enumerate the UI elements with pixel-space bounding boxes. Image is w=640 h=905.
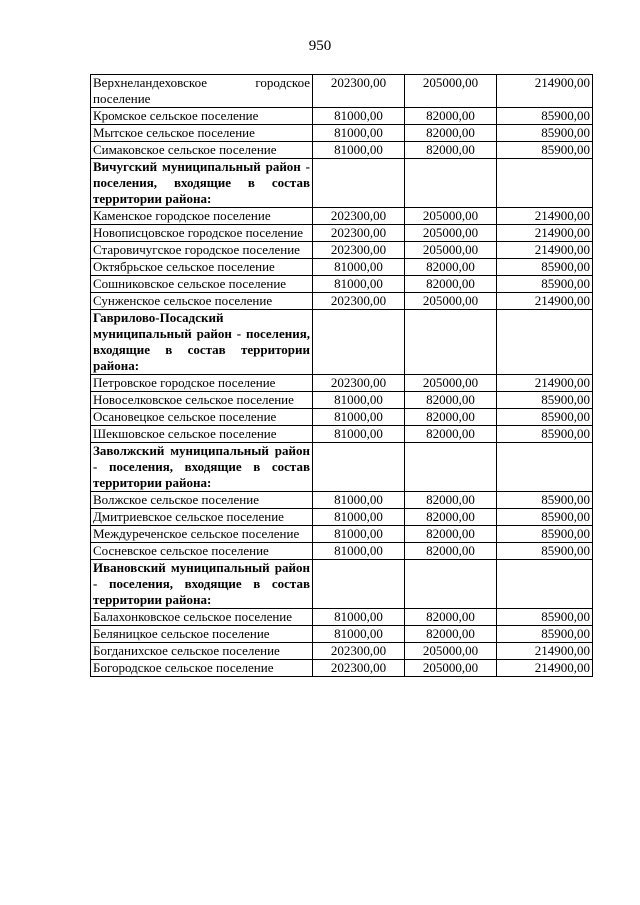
amount-3: 85900,00: [497, 276, 593, 293]
empty-cell: [313, 560, 405, 609]
settlement-name: Сунженское сельское поселение: [91, 293, 313, 310]
amount-2: 82000,00: [405, 609, 497, 626]
amount-2: 82000,00: [405, 276, 497, 293]
settlement-name: Осановецкое сельское поселение: [91, 409, 313, 426]
amount-2: 82000,00: [405, 426, 497, 443]
empty-cell: [497, 310, 593, 375]
empty-cell: [405, 310, 497, 375]
amount-1: 81000,00: [313, 259, 405, 276]
amount-1: 202300,00: [313, 225, 405, 242]
amount-2: 82000,00: [405, 526, 497, 543]
amount-1: 202300,00: [313, 208, 405, 225]
amount-1: 81000,00: [313, 626, 405, 643]
table-row: [91, 643, 593, 660]
table-row: [91, 626, 593, 643]
amount-3: 85900,00: [497, 409, 593, 426]
amount-2: 82000,00: [405, 108, 497, 125]
table-row: [91, 509, 593, 526]
empty-cell: [405, 159, 497, 208]
table-row: [91, 609, 593, 626]
table-row: [91, 392, 593, 409]
district-group-name: Заволжский муниципальный район - поселения, входящие в состав территории района:: [91, 443, 313, 492]
amount-2: 82000,00: [405, 543, 497, 560]
settlement-name: Дмитриевское сельское поселение: [91, 509, 313, 526]
table-row: [91, 375, 593, 392]
amount-1: 81000,00: [313, 609, 405, 626]
table-row: [91, 426, 593, 443]
amount-1: 81000,00: [313, 125, 405, 142]
empty-cell: [405, 560, 497, 609]
amount-3: 214900,00: [497, 293, 593, 310]
settlement-name: Богородское сельское поселение: [91, 660, 313, 677]
amount-1: 202300,00: [313, 75, 405, 108]
settlement-name: Беляницкое сельское поселение: [91, 626, 313, 643]
amount-1: 81000,00: [313, 409, 405, 426]
settlement-name: Волжское сельское поселение: [91, 492, 313, 509]
budget-table: [90, 74, 593, 677]
table-row: [91, 225, 593, 242]
amount-2: 82000,00: [405, 259, 497, 276]
table-row: [91, 259, 593, 276]
amount-3: 85900,00: [497, 609, 593, 626]
table-row: [91, 108, 593, 125]
settlement-name: Богданихское сельское поселение: [91, 643, 313, 660]
amount-2: 205000,00: [405, 242, 497, 259]
amount-3: 85900,00: [497, 142, 593, 159]
amount-3: 214900,00: [497, 375, 593, 392]
table-row: [91, 660, 593, 677]
table-row: [91, 492, 593, 509]
amount-3: 85900,00: [497, 509, 593, 526]
amount-3: 85900,00: [497, 125, 593, 142]
district-group-row: [91, 159, 593, 208]
empty-cell: [313, 443, 405, 492]
settlement-name: Петровское городское поселение: [91, 375, 313, 392]
district-group-name: Гаврилово-Посадский муниципальный район - поселения, входящие в состав территории района:: [91, 310, 313, 375]
empty-cell: [405, 443, 497, 492]
settlement-name: Верхнеландеховское городское поселение: [91, 75, 313, 108]
amount-3: 85900,00: [497, 492, 593, 509]
table-row: [91, 526, 593, 543]
district-group-row: [91, 443, 593, 492]
table-body: [91, 75, 593, 677]
amount-2: 205000,00: [405, 75, 497, 108]
district-group-name: Ивановский муниципальный район - поселения, входящие в состав территории района:: [91, 560, 313, 609]
empty-cell: [497, 443, 593, 492]
amount-1: 81000,00: [313, 142, 405, 159]
amount-3: 214900,00: [497, 643, 593, 660]
district-group-name: Вичугский муниципальный район - поселения, входящие в состав территории района:: [91, 159, 313, 208]
amount-1: 81000,00: [313, 426, 405, 443]
settlement-name: Кромское сельское поселение: [91, 108, 313, 125]
amount-2: 82000,00: [405, 509, 497, 526]
district-group-row: [91, 310, 593, 375]
amount-3: 85900,00: [497, 543, 593, 560]
amount-3: 214900,00: [497, 242, 593, 259]
amount-1: 202300,00: [313, 660, 405, 677]
table-row: [91, 276, 593, 293]
empty-cell: [497, 159, 593, 208]
page-number: 950: [308, 38, 332, 54]
amount-1: 81000,00: [313, 276, 405, 293]
settlement-name: Мытское сельское поселение: [91, 125, 313, 142]
settlement-name: Междуреченское сельское поселение: [91, 526, 313, 543]
amount-3: 214900,00: [497, 208, 593, 225]
table-row: [91, 543, 593, 560]
amount-3: 85900,00: [497, 626, 593, 643]
table-row: [91, 125, 593, 142]
settlement-name: Октябрьское сельское поселение: [91, 259, 313, 276]
empty-cell: [497, 560, 593, 609]
settlement-name: Новоселковское сельское поселение: [91, 392, 313, 409]
table-row: [91, 208, 593, 225]
settlement-name: Новописцовское городское поселение: [91, 225, 313, 242]
amount-1: 81000,00: [313, 526, 405, 543]
table-row: [91, 293, 593, 310]
empty-cell: [313, 310, 405, 375]
amount-1: 202300,00: [313, 643, 405, 660]
amount-3: 214900,00: [497, 75, 593, 108]
amount-2: 82000,00: [405, 125, 497, 142]
amount-3: 85900,00: [497, 426, 593, 443]
amount-3: 85900,00: [497, 108, 593, 125]
settlement-name: Шекшовское сельское поселение: [91, 426, 313, 443]
amount-3: 214900,00: [497, 660, 593, 677]
amount-1: 202300,00: [313, 375, 405, 392]
amount-3: 85900,00: [497, 392, 593, 409]
amount-1: 202300,00: [313, 242, 405, 259]
settlement-name: Симаковское сельское поселение: [91, 142, 313, 159]
amount-1: 81000,00: [313, 392, 405, 409]
table-row: [91, 75, 593, 108]
amount-3: 214900,00: [497, 225, 593, 242]
amount-2: 205000,00: [405, 293, 497, 310]
amount-2: 82000,00: [405, 492, 497, 509]
amount-2: 82000,00: [405, 392, 497, 409]
settlement-name: Старовичугское городское поселение: [91, 242, 313, 259]
amount-1: 81000,00: [313, 509, 405, 526]
amount-1: 81000,00: [313, 492, 405, 509]
amount-2: 82000,00: [405, 626, 497, 643]
amount-1: 81000,00: [313, 108, 405, 125]
amount-1: 202300,00: [313, 293, 405, 310]
amount-2: 205000,00: [405, 208, 497, 225]
table-row: [91, 242, 593, 259]
amount-3: 85900,00: [497, 259, 593, 276]
amount-2: 205000,00: [405, 660, 497, 677]
amount-3: 85900,00: [497, 526, 593, 543]
empty-cell: [313, 159, 405, 208]
settlement-name: Балахонковское сельское поселение: [91, 609, 313, 626]
amount-2: 205000,00: [405, 375, 497, 392]
settlement-name: Каменское городское поселение: [91, 208, 313, 225]
amount-2: 82000,00: [405, 409, 497, 426]
amount-1: 81000,00: [313, 543, 405, 560]
settlement-name: Сосневское сельское поселение: [91, 543, 313, 560]
table-row: [91, 142, 593, 159]
table-row: [91, 409, 593, 426]
settlement-name: Сошниковское сельское поселение: [91, 276, 313, 293]
amount-2: 205000,00: [405, 643, 497, 660]
amount-2: 205000,00: [405, 225, 497, 242]
amount-2: 82000,00: [405, 142, 497, 159]
district-group-row: [91, 560, 593, 609]
